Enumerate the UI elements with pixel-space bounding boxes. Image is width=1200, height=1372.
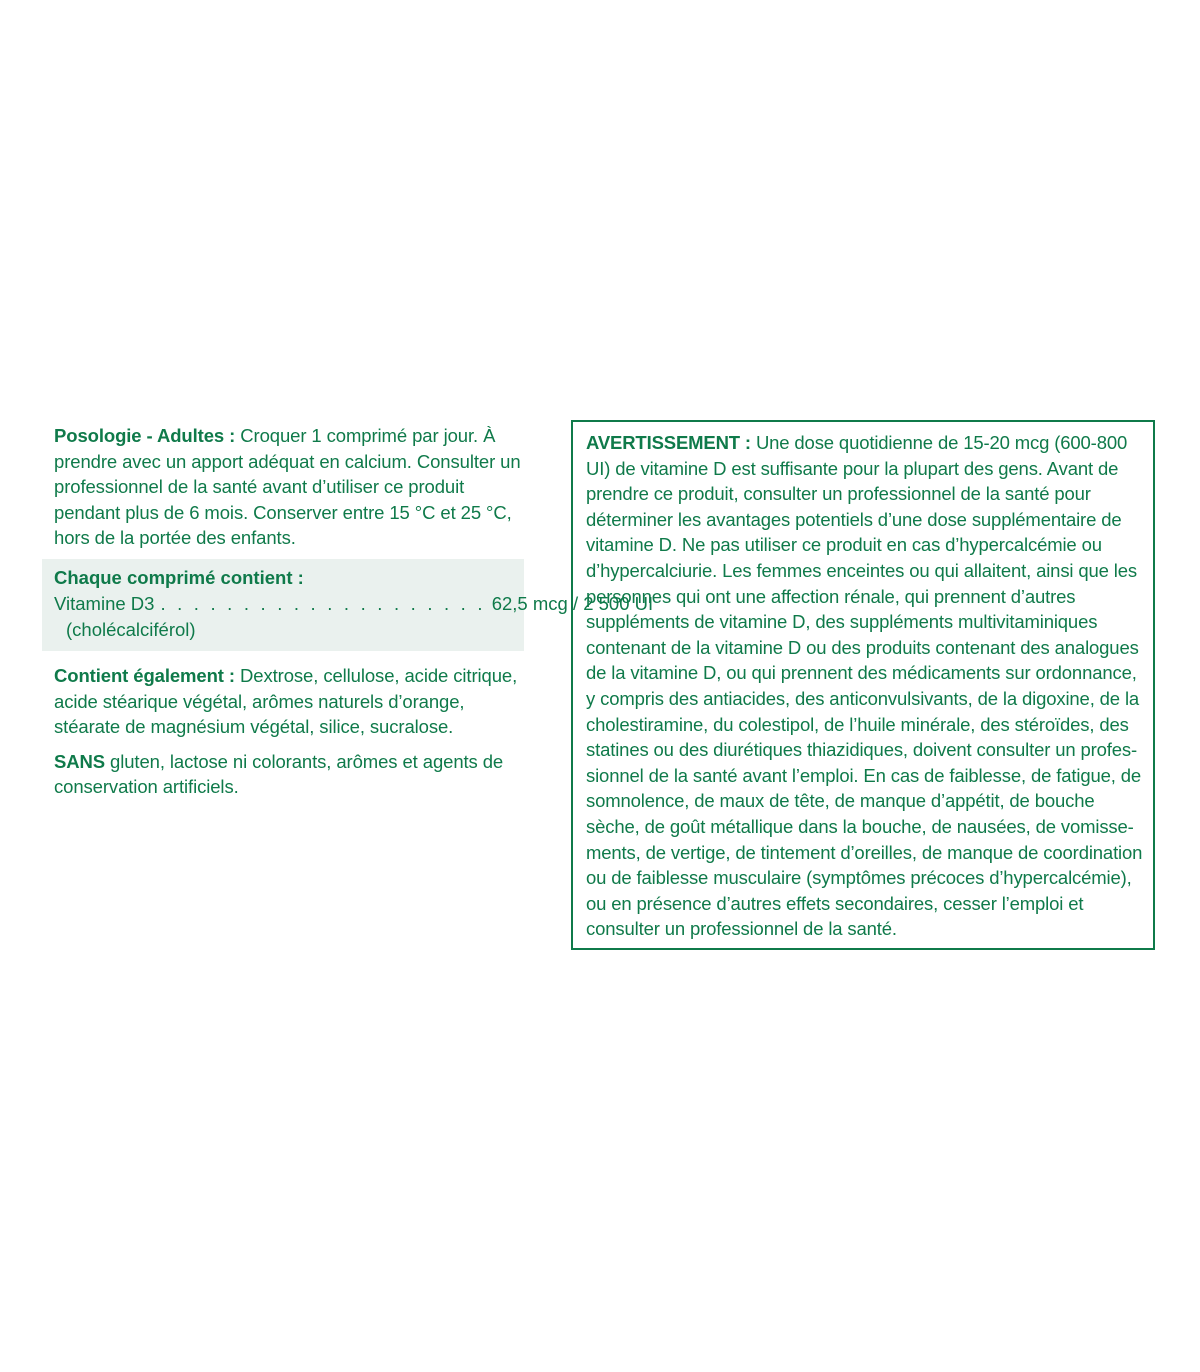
ingredients-title: Chaque comprimé contient : [54,567,304,588]
ingredient-row [54,591,654,617]
dosage-section [54,423,524,561]
free-from-text: gluten, lactose ni colorants, arômes et agents de conservation artificiels. [54,750,504,798]
other-ingredients-section [54,663,524,800]
warning-text: Une dose quotidienne de 15-20 mcg (600-800 UI) de vitamine D est suffisante pour la plupart des gens. Avant de prendre ce produit, consulter un professionnel de la santé pour déterminer les avantages potentiels d’une dose supplémentaire de vitamine D. Ne pas utiliser ce produit en cas d’hypercalcémie ou d’hypercalciurie. Les femmes enceintes ou qui allaitent, ainsi que les personnes qui ont une affection rénale, qui prennent d’autres suppléments de vitamine D, des suppléments multivitaminiques contenant de la vitamine D ou des produits contenant des analogues de la vitamine D, ou qui prennent des médicaments sur ordonnance, y compris des antiacides, des anticonvulsivants, de la digoxine, de la cholestiramine, du colestipol, de l’huile minérale, des stéroïdes, des statines ou des diurétiques thiazidiques, doivent consulter un professionnel de la santé avant l’emploi. En cas de faiblesse, de fatigue, de somnolence, de maux de tête, de manque d’appétit, de bouche sèche, de goût métallique dans la bouche, de nausées, de vomissements, de vertige, de tintement d’oreilles, de manque de coordination ou de faiblesse musculaire (symptômes précoces d’hypercalcémie), ou en présence d’autres effets secondaires, cesser l’emploi et consulter un professionnel de la santé. [586,432,1143,940]
free-from-label: SANS [54,750,105,772]
warning-paragraph [586,430,1146,942]
also-contains-paragraph [54,663,524,740]
dosage-paragraph [54,423,524,551]
also-contains-label: Contient également : [54,665,235,686]
dosage-text: Croquer 1 comprimé par jour. À prendre avec un apport adéquat en calcium. Consulter un professionnel de la santé avant d’utiliser ce produit pendant plus de 6 mois. Conserver entre 15 °C et 25 °C, hors de la portée des enfants. [54,425,521,549]
free-from-paragraph [54,749,524,800]
ingredient-name: Vitamine D3 [54,593,155,614]
dosage-label: Posologie - Adultes : [54,425,236,446]
ingredient-leader-dots: . . . . . . . . . . . . . . . . . . . . [160,593,486,614]
warning-label: AVERTISSEMENT : [586,432,751,453]
ingredient-amount: 62,5 mcg / 2 500 UI [491,593,654,614]
ingredient-subname: (cholécalciférol) [66,619,196,640]
also-contains-text: Dextrose, cellulose, acide citrique, acide stéarique végétal, arômes naturels d’orange, stéarate de magnésium végétal, silice, sucralose. [54,665,518,738]
